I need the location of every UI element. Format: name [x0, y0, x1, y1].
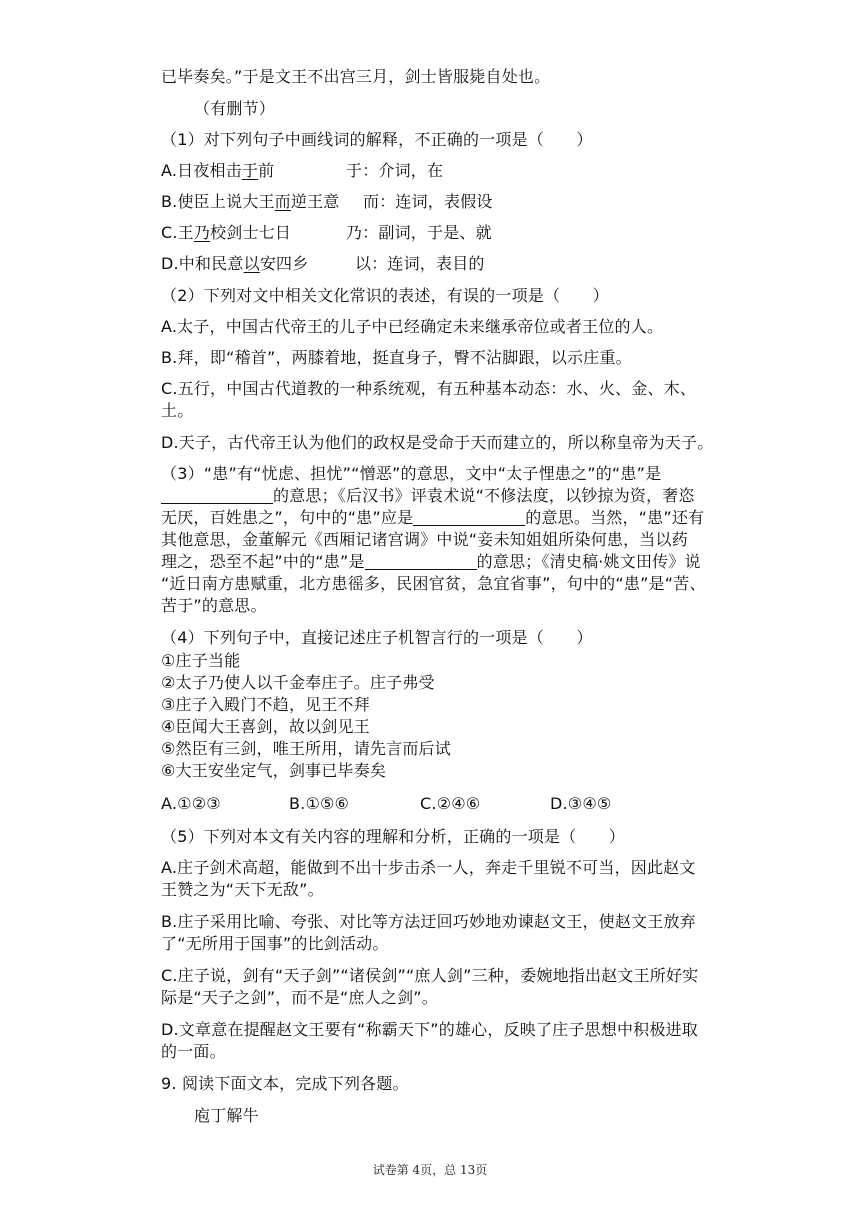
- q3-line7: 苦于”的意思。: [161, 596, 267, 615]
- passage-title: 庖丁解牛: [194, 1106, 259, 1125]
- q1-option-b: [161, 191, 339, 213]
- q2-option-d: D.天子，古代帝王认为他们的政权是受命于天而建立的，所以称皇帝为天子。: [161, 433, 714, 452]
- q3-blank-1[interactable]: [161, 503, 273, 504]
- passage-ending: 已毕奏矣。”于是文王不出宫三月，剑士皆服毙自处也。: [161, 67, 551, 86]
- q3-line1: （3）“患”有“忧虑、担忧”“憎恶”的意思，文中“太子悝患之”的“患”是: [161, 464, 662, 483]
- q4-item-4: ④臣闻大王喜剑，故以剑见王: [161, 717, 370, 736]
- q4-option-a: A.①②③: [161, 794, 221, 813]
- abridged-note: （有删节）: [194, 99, 276, 118]
- q2-option-c-line1: C.五行，中国古代道教的一种系统观，有五种基本动态：水、火、金、木、: [161, 379, 697, 398]
- q4-option-d: D.③④⑤: [550, 794, 612, 813]
- q5-option-b-line2: 了“无所用于国事”的比剑活动。: [161, 934, 389, 953]
- q3-line3: [161, 507, 704, 529]
- q1-b-definition: 而：连词，表假设: [363, 192, 493, 211]
- q1-a-underlined-word: 于: [241, 161, 259, 180]
- q4-item-1: ①庄子当能: [161, 651, 241, 670]
- q3-blank-3[interactable]: [365, 569, 477, 570]
- q3-blank-2[interactable]: [413, 525, 525, 526]
- q1-d-sentence-post: 安四乡: [259, 254, 309, 273]
- q3-line5: [161, 551, 701, 573]
- q2-option-c-line2: 土。: [161, 401, 194, 420]
- q1-b-sentence-pre: B.使臣上说大王: [161, 192, 275, 211]
- q3-line3-pre: 无厌，百姓患之”，句中的“患”应是: [161, 508, 414, 527]
- q3-line2: [161, 485, 695, 507]
- q3-line6: “近日南方患赋重，北方患徭多，民困官贫，急宜省事”，句中的“患”是“苦、: [161, 574, 706, 593]
- q1-d-sentence-pre: D.中和民意: [161, 254, 244, 273]
- q3-line5-pre: 理之，恐至不起”中的“患”是: [161, 552, 365, 571]
- q5-option-c-line2: 际是“天子之剑”，而不是“庶人之剑”。: [161, 988, 438, 1007]
- q1-a-sentence-pre: A.日夜相击: [161, 161, 242, 180]
- q2-stem: （2）下列对文中相关文化常识的表述，有误的一项是（ ）: [161, 286, 609, 305]
- q3-line4: 其他意思，金董解元《西厢记诸宫调》中说“妾未知姐姐所染何患，当以药: [161, 530, 688, 549]
- q4-option-c: C.②④⑥: [420, 794, 481, 813]
- q4-option-b: B.①⑤⑥: [289, 794, 350, 813]
- q1-c-sentence-pre: C.王: [161, 223, 194, 242]
- q4-item-5: ⑤然臣有三剑，唯王所用，请先言而后试: [161, 739, 451, 758]
- q9-heading: 9. 阅读下面文本，完成下列各题。: [161, 1074, 409, 1093]
- q4-stem: （4）下列句子中，直接记述庄子机智言行的一项是（ ）: [161, 628, 593, 647]
- q1-c-sentence-post: 校剑士七日: [210, 223, 292, 242]
- q1-option-d: [161, 253, 308, 275]
- q1-stem: （1）对下列句子中画线词的解释，不正确的一项是（ ）: [161, 130, 593, 149]
- q5-option-d-line1: D.文章意在提醒赵文王要有“称霸天下”的雄心，反映了庄子思想中积极进取: [161, 1020, 698, 1039]
- q3-line5-post: 的意思；《清史稿·姚文田传》说: [476, 552, 701, 571]
- q5-option-c-line1: C.庄子说，剑有“天子剑”“诸侯剑”“庶人剑”三种，委婉地指出赵文王所好实: [161, 966, 699, 985]
- q1-a-definition: 于：介词，在: [346, 161, 444, 180]
- q5-option-a-line1: A.庄子剑术高超，能做到不出十步击杀一人，奔走千里锐不可当，因此赵文: [161, 858, 696, 877]
- q1-b-underlined-word: 而: [274, 192, 291, 211]
- q1-c-definition: 乃：副词，于是、就: [346, 223, 492, 242]
- q4-item-2: ②太子乃使人以千金奉庄子。庄子弗受: [161, 673, 435, 692]
- q5-option-b-line1: B.庄子采用比喻、夸张、对比等方法迂回巧妙地劝谏赵文王，使赵文王放弃: [161, 912, 696, 931]
- q5-stem: （5）下列对本文有关内容的理解和分析，正确的一项是（ ）: [161, 827, 625, 846]
- q1-d-underlined-word: 以: [243, 254, 260, 273]
- q5-option-a-line2: 王赞之为“天下无敌”。: [161, 880, 324, 899]
- q1-c-underlined-word: 乃: [193, 223, 211, 242]
- q5-option-d-line2: 的一面。: [161, 1042, 226, 1061]
- q4-item-6: ⑥大王安坐定气，剑事已毕奏矣: [161, 761, 387, 780]
- q1-d-definition: 以：连词，表目的: [355, 254, 485, 273]
- q2-option-a: A.太子，中国古代帝王的儿子中已经确定未来继承帝位或者王位的人。: [161, 317, 664, 336]
- q2-option-b: B.拜，即“稽首”，两膝着地，挺直身子，臀不沾脚跟，以示庄重。: [161, 348, 632, 367]
- q4-item-3: ③庄子入殿门不趋，见王不拜: [161, 695, 370, 714]
- page-footer: 试卷第 4页，总 13页: [372, 1163, 488, 1177]
- q1-b-sentence-post: 逆王意: [290, 192, 340, 211]
- q3-line2-text: 的意思；《后汉书》评袁术说“不修法度，以钞掠为资，奢恣: [273, 486, 695, 505]
- q1-a-sentence-post: 前: [258, 161, 275, 180]
- q3-line3-post: 的意思。当然，“患”还有: [525, 508, 705, 527]
- q1-option-c: [161, 222, 291, 244]
- q1-option-a: [161, 160, 274, 182]
